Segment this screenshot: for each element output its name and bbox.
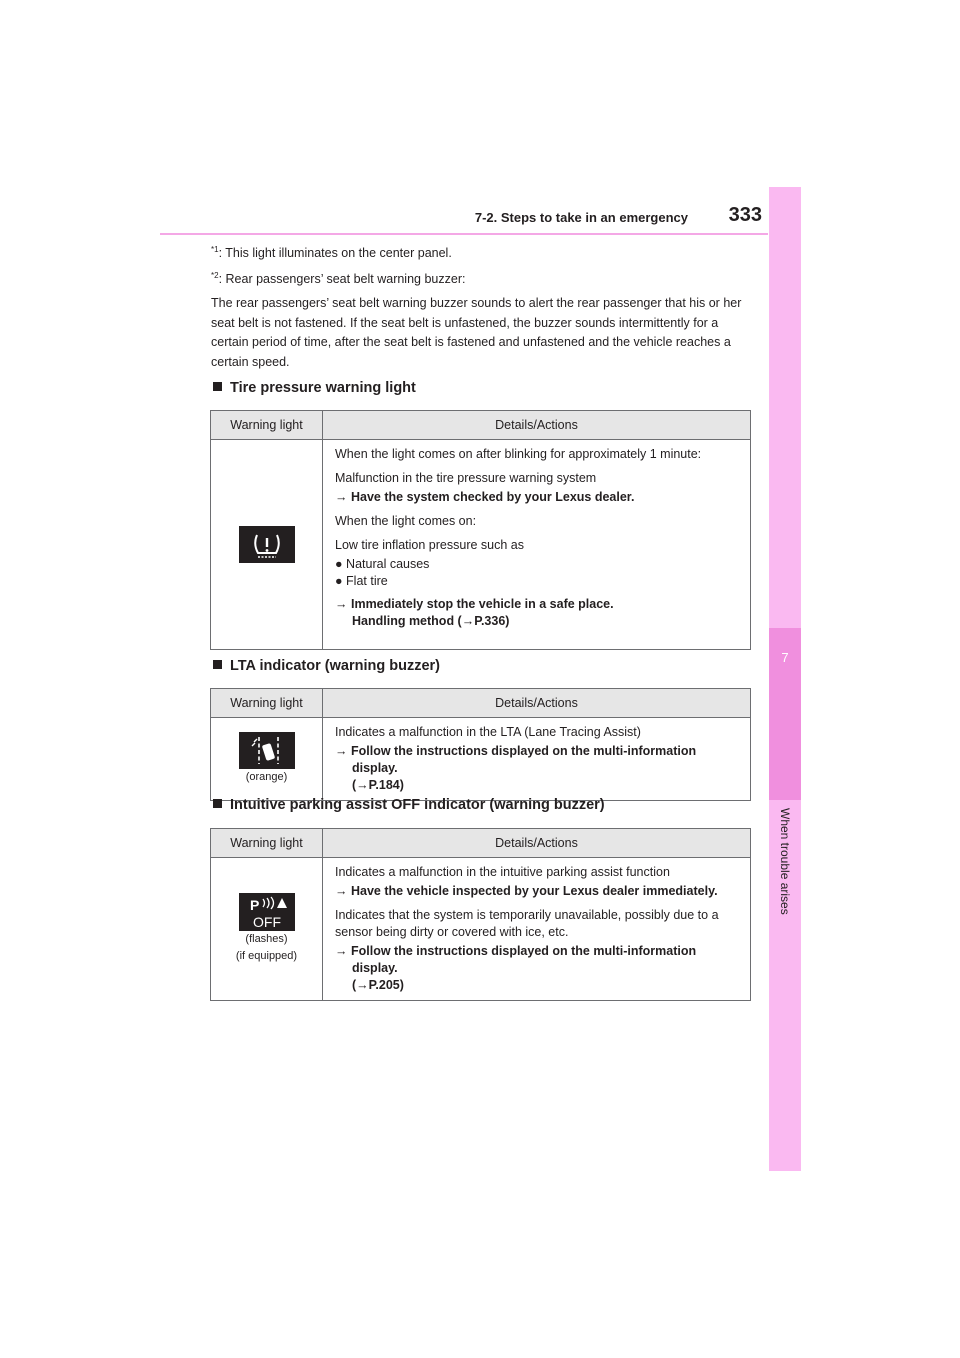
footnote-mark: *1 (211, 245, 219, 254)
chapter-label: When trouble arises (778, 808, 792, 915)
action-text: → Have the system checked by your Lexus dealer. (335, 490, 635, 504)
icon-caption: (flashes) (245, 933, 288, 945)
action-text: → Have the vehicle inspected by your Lexus dealer immediately. (335, 884, 718, 898)
icon-caption: (if equipped) (235, 950, 298, 962)
header-rule (160, 233, 768, 235)
section-heading: LTA indicator (warning buzzer) (213, 658, 440, 674)
detail-text: Low tire inflation pressure such as (335, 538, 524, 552)
column-header: Warning light (211, 689, 323, 718)
bullet-item: ● Natural causes (335, 557, 430, 571)
chapter-number: 7 (781, 650, 789, 665)
column-header: Details/Actions (323, 411, 751, 440)
section-heading: Tire pressure warning light (213, 380, 416, 396)
svg-text:P: P (249, 897, 259, 913)
body-paragraph: The rear passengers’ seat belt warning buzzer sounds to alert the rear passenger that his or her seat belt is not fastened. If the seat belt is unfastened, the buzzer sounds intermittently for a certain period of time, after the seat belt is fastened and unfastened and the vehicle reaches a certain speed. (211, 296, 742, 369)
square-bullet-icon (213, 660, 222, 669)
tire-pressure-warning-icon (239, 526, 295, 563)
detail-text: Malfunction in the tire pressure warning system (335, 471, 597, 485)
warning-table-parking-assist (210, 828, 751, 1001)
detail-text: Indicates a malfunction in the LTA (Lane Tracing Assist) (335, 725, 641, 739)
column-header: Warning light (211, 829, 323, 858)
details-cell (323, 440, 751, 650)
action-text: → Follow the instructions displayed on the multi-information display. (→P.205) (335, 944, 697, 992)
square-bullet-icon (213, 382, 222, 391)
lta-lane-tracing-icon (239, 732, 295, 769)
details-cell (323, 718, 751, 801)
warning-light-cell (211, 440, 323, 650)
action-text: → Follow the instructions displayed on the multi-information display. (→P.184) (335, 744, 697, 792)
footnote-text: : Rear passengers’ seat belt warning buzzer: (218, 272, 466, 286)
detail-text: Indicates a malfunction in the intuitive parking assist function (335, 865, 670, 879)
footnote-text: : This light illuminates on the center panel. (218, 246, 452, 260)
warning-table-tire-pressure (210, 410, 751, 650)
square-bullet-icon (213, 799, 222, 808)
icon-caption: (orange) (245, 771, 288, 783)
section-title: 7-2. Steps to take in an emergency (474, 210, 688, 225)
bullet-item: ● Flat tire (335, 574, 388, 588)
column-header: Warning light (211, 411, 323, 440)
page-number: 333 (728, 204, 762, 226)
warning-table-lta (210, 688, 751, 801)
parking-assist-off-icon (239, 893, 295, 931)
footnote-mark: *2 (211, 271, 219, 280)
column-header: Details/Actions (323, 829, 751, 858)
action-text: → Immediately stop the vehicle in a safe place. Handling method (→P.336) (335, 597, 614, 628)
icon-off-label: OFF (252, 914, 281, 930)
footnote-1 (211, 245, 452, 260)
detail-text: Indicates that the system is temporarily unavailable, possibly due to a sensor being dirty or covered with ice, etc. (335, 908, 719, 939)
warning-light-cell (211, 858, 323, 1001)
detail-text: When the light comes on: (335, 514, 477, 528)
detail-text: When the light comes on after blinking for approximately 1 minute: (335, 447, 702, 461)
details-cell (323, 858, 751, 1001)
column-header: Details/Actions (323, 689, 751, 718)
section-heading: Intuitive parking assist OFF indicator (warning buzzer) (213, 797, 605, 813)
warning-light-cell (211, 718, 323, 801)
footnote-2 (211, 271, 465, 286)
